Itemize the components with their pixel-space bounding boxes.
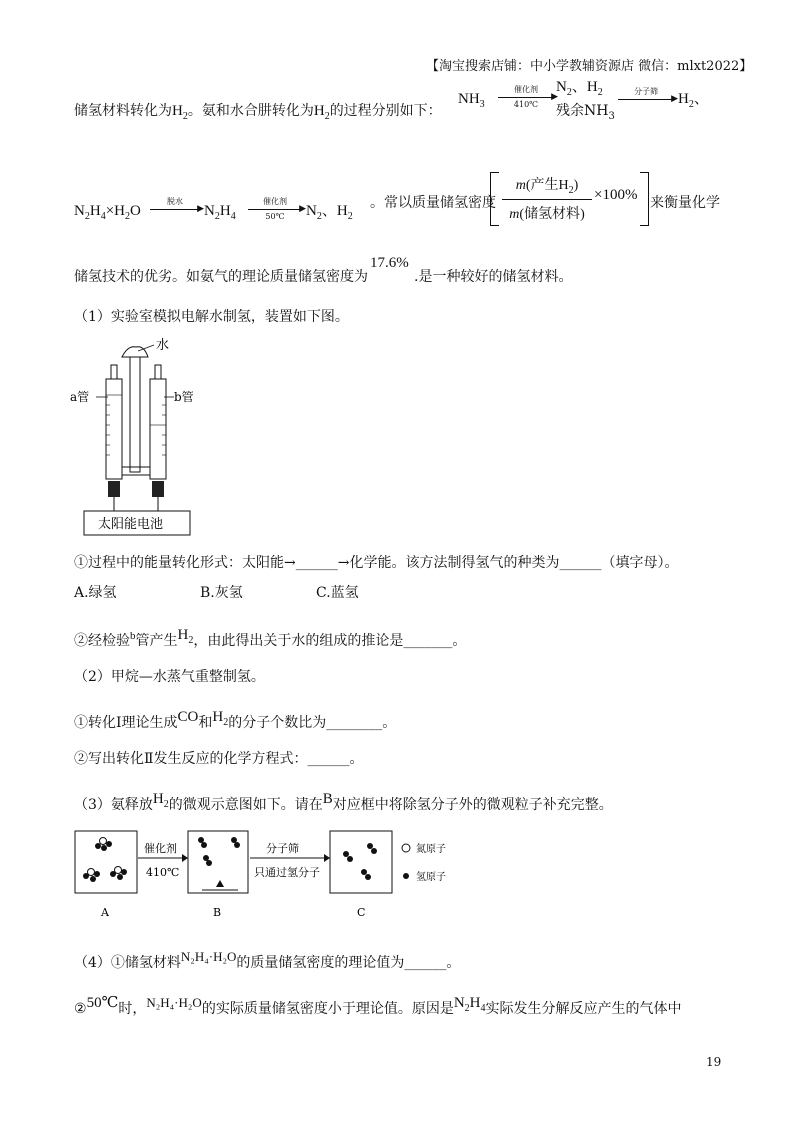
electrode-a: [108, 481, 120, 497]
q2-title: （2）甲烷—水蒸气重整制氢。: [74, 669, 265, 685]
tube-a-body: [106, 379, 122, 479]
arrow-line: ▶: [618, 99, 674, 100]
micro-diagram: [70, 826, 470, 926]
q1-part1: ①过程中的能量转化形式：太阳能→______→化学能。该方法制得氢气的种类为______（填字母）。: [74, 555, 679, 571]
n2-h2-products: $N_2$、$H_2$: [556, 79, 603, 98]
h2-molecules-b: [198, 837, 240, 866]
fraction-numerator: m(产生$H_2$): [515, 178, 579, 196]
h2-product: $H_2$、: [678, 91, 709, 110]
fraction-bar: [502, 199, 592, 200]
para3-text: 储氢技术的优劣。如氨气的理论质量储氢密度为: [74, 269, 368, 285]
q4-part1: （4）①储氢材料N₂H₄·H₂O的质量储氢密度的理论值为______。: [74, 949, 461, 971]
nh3-molecules: [83, 838, 127, 883]
tube-b-label: b管: [174, 390, 194, 404]
label-a: A: [101, 906, 109, 919]
h2-formula-2: $H_2$: [313, 103, 330, 122]
label-b: B: [213, 906, 222, 919]
q2-part1: ①转化Ⅰ理论生成CO和$H_2$的分子个数比为________。: [74, 709, 397, 731]
electrode-b: [152, 481, 164, 497]
reaction-arrow-2: [618, 86, 678, 104]
temp-label-2: 50℃: [265, 212, 285, 221]
right-bracket: [640, 172, 649, 226]
fraction-denominator: m(储氢材料): [509, 207, 585, 222]
legend-h-symbol: [403, 873, 409, 879]
para1-line: [74, 104, 442, 122]
q2-part2: ②写出转化Ⅱ发生反应的化学方程式：______。: [74, 751, 364, 767]
density-fraction: [502, 174, 592, 223]
h2-formula: $H_2$: [172, 103, 188, 122]
q1-option-b: B.灰氢: [200, 585, 243, 601]
para1-text2: 。氨和水合肼转化为: [187, 103, 314, 119]
ammonia-density-value: 17.6%: [370, 255, 409, 271]
q1-part2: ②经检验$^b$管产生$H_2$，由此得出关于水的组成的推论是_______。: [74, 627, 467, 649]
hydrate-formula: N₂H₄·H₂O: [180, 949, 237, 964]
page-number: 19: [706, 1055, 722, 1069]
tube-a-label: a管: [70, 390, 90, 404]
reaction-arrow-4: [248, 196, 306, 221]
catalyst-label-2: 催化剂: [263, 197, 287, 206]
water-label: 水: [156, 338, 170, 353]
micro-catalyst: 催化剂: [144, 842, 177, 855]
para2-text: 。常以质量储氢密度: [370, 195, 496, 211]
nh3-formula: $NH_3$: [458, 91, 485, 110]
legend-n: 氮原子: [416, 844, 446, 855]
reaction-arrow-1: [498, 84, 558, 109]
answer-marker: [216, 880, 224, 887]
sieve-label: 分子筛: [634, 87, 658, 96]
para1-text: 储氢材料转化为: [74, 103, 172, 119]
micro-sieve: 分子筛: [266, 842, 299, 855]
legend-h: 氢原子: [416, 872, 446, 883]
catalyst-label: 催化剂: [514, 85, 538, 94]
q1-option-c: C.蓝氢: [316, 585, 359, 601]
temp-label: 410℃: [513, 100, 539, 109]
residual-nh3: 残余$NH_3$: [556, 103, 615, 122]
central-tube: [130, 357, 140, 472]
micro-only-h2: 只通过氢分子: [254, 866, 320, 879]
hydrazine-hydrate: $N_2H_4\times H_2O$: [74, 203, 141, 222]
box-c: [330, 831, 392, 893]
battery-label: 太阳能电池: [98, 517, 164, 532]
legend-n-symbol: [402, 844, 410, 852]
para2-text-end: 来衡量化学: [650, 195, 720, 211]
arrow-line: ▶: [248, 209, 302, 210]
header-banner: 【淘宝搜索店铺：中小学教辅资源店 微信：mlxt2022】: [426, 59, 753, 74]
q4-part2: ②50℃时，N₂H₄·H₂O的实际质量储氢密度小于理论值。原因是$N_2H_4$实际发生分解反应产生的气体中: [74, 995, 682, 1017]
dehydrate-label: 脱水: [167, 197, 183, 206]
q3-title: （3）氨释放$H_2$的微观示意图如下。请在B对应框中将除氢分子外的微观粒子补充完整。: [74, 791, 613, 813]
para3-text2: .是一种较好的储氢材料。: [414, 269, 573, 285]
electrolysis-apparatus: [70, 335, 210, 540]
q1-title: （1）实验室模拟电解水制氢，装置如下图。: [74, 309, 349, 325]
micro-temp: 410℃: [146, 866, 180, 879]
tube-b-body: [150, 379, 166, 479]
funnel-bulb: [122, 347, 148, 357]
arrow-line: ▶: [150, 209, 200, 210]
percent-factor: ×100%: [594, 187, 638, 203]
h2-molecules-c: [343, 843, 377, 880]
q1-option-a: A.绿氢: [74, 585, 117, 601]
products-n2-h2: $N_2$、$H_2$: [306, 203, 353, 222]
hydrazine: $N_2H_4$: [204, 203, 236, 222]
left-bracket: [490, 172, 499, 226]
label-c: C: [357, 906, 366, 919]
reaction-arrow-3: [150, 196, 204, 214]
arrow-line: ▶: [498, 97, 554, 98]
para1-text3: 的过程分别如下：: [329, 103, 442, 119]
